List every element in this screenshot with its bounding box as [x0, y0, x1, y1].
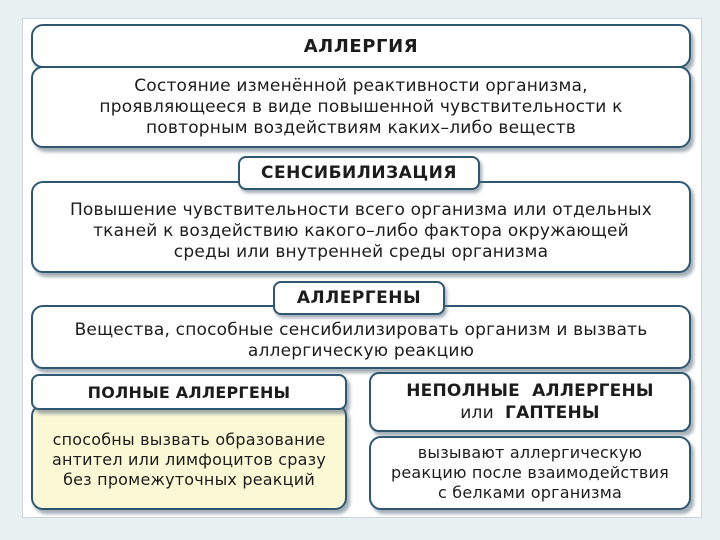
allergy-title: АЛЛЕРГИЯ — [303, 35, 419, 57]
sensitization-definition: Повышение чувствительности всего организма или отдельных тканей к воздействию какого–либо фактора окружающей среды или внутренней среды организма — [69, 199, 653, 262]
allergy-title-box — [31, 24, 691, 68]
incomplete-allergens-definition-box — [369, 436, 691, 510]
incomplete-allergens-definition: вызывают аллергическую реакцию после взаимодействия с белками организма — [391, 443, 669, 502]
sensitization-definition-box — [31, 181, 691, 273]
allergy-definition-box — [31, 66, 691, 148]
sensitization-title-box — [238, 156, 480, 190]
complete-allergens-title-box — [31, 374, 347, 410]
allergens-definition: Вещества, способные сенсибилизировать организм и вызвать аллергическую реакцию — [74, 320, 648, 361]
allergy-definition: Состояние изменённой реактивности организма, проявляющееся в виде повышенной чувствительности к повторным воздействиям каких–либо веществ — [99, 75, 623, 138]
complete-allergens-title: ПОЛНЫЕ АЛЛЕРГЕНЫ — [87, 382, 291, 402]
complete-allergens-definition-box — [31, 404, 347, 510]
incomplete-allergens-title-box — [369, 372, 691, 432]
complete-allergens-definition: способны вызвать образование антител или лимфоцитов сразу без промежуточных реакций — [52, 430, 326, 489]
allergens-title-box — [273, 281, 445, 315]
or-word: или — [460, 403, 494, 423]
incomplete-allergens-title: НЕПОЛНЫЕ АЛЛЕРГЕНЫ — [406, 381, 654, 401]
haptens-title: ГАПТЕНЫ — [505, 403, 600, 423]
allergens-title: АЛЛЕРГЕНЫ — [296, 288, 422, 308]
incomplete-allergens-subtitle — [460, 402, 599, 424]
sensitization-title: СЕНСИБИЛИЗАЦИЯ — [261, 163, 457, 183]
